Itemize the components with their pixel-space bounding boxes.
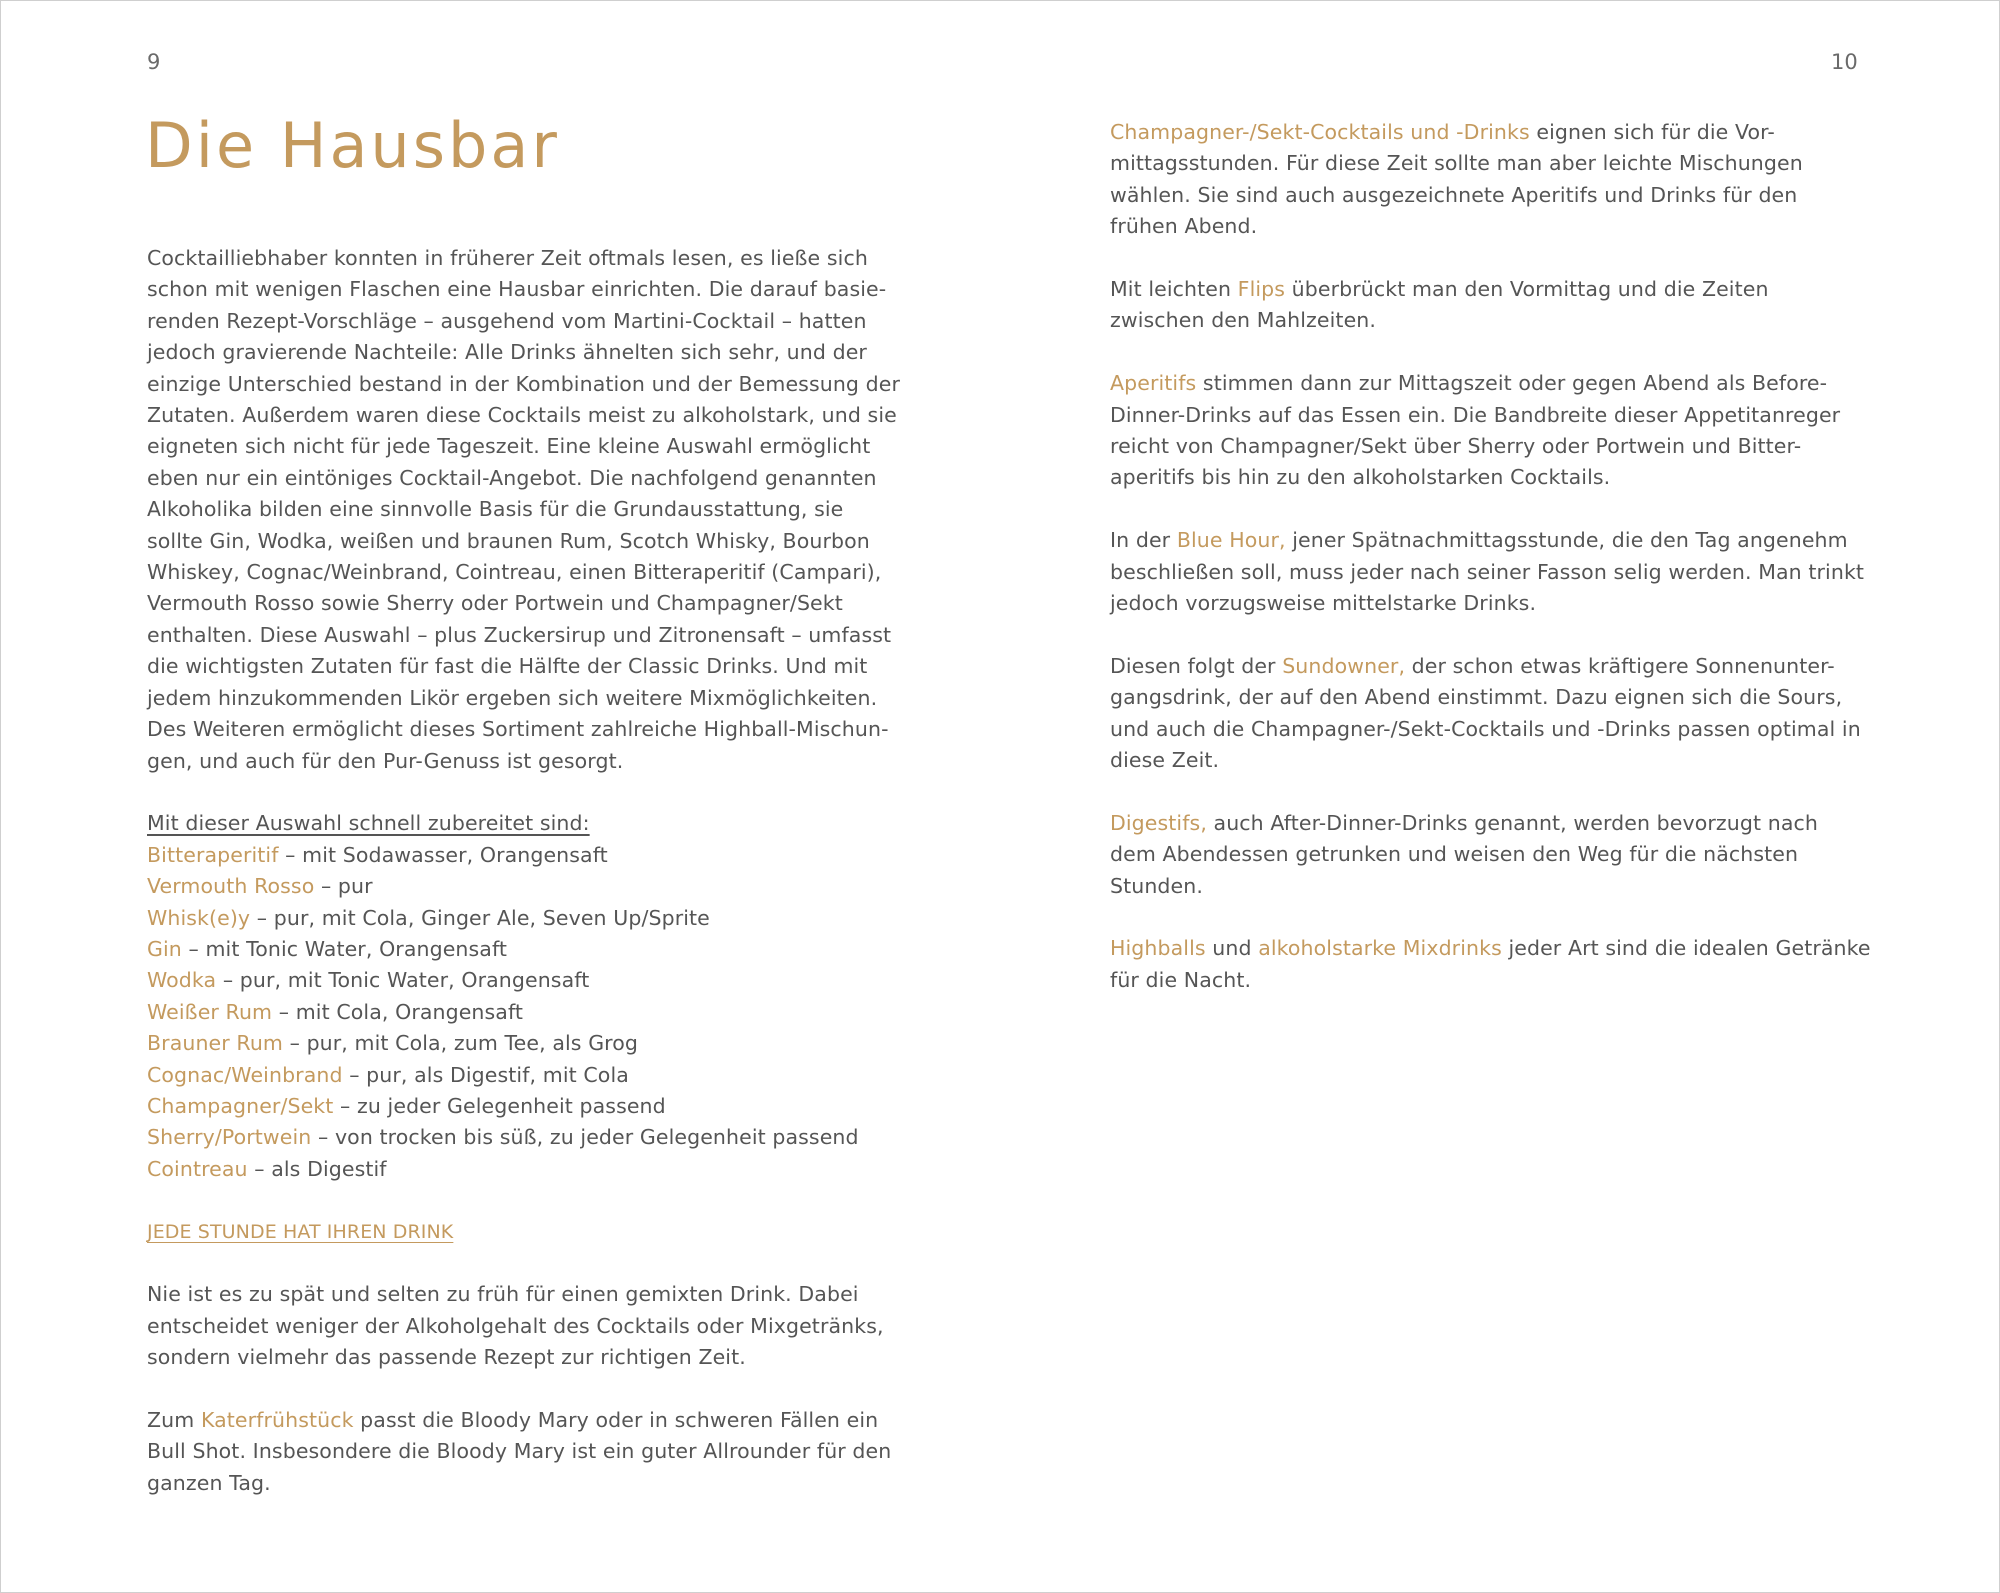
text-line: gangsdrink, der auf den Abend einstimmt. Dazu eignen sich die Sours, [1110,685,1843,710]
text-line: schon mit wenigen Flaschen eine Hausbar einrichten. Die darauf basie- [147,277,887,302]
text-line: aperitifs bis hin zu den alkoholstarken Cocktails. [1110,465,1611,490]
highlight-term: Aperitifs [1110,371,1197,396]
list-item [147,1028,907,1059]
text-line: ganzen Tag. [147,1470,271,1495]
list-item-desc: – von trocken bis süß, zu jeder Gelegenheit passend [311,1125,859,1150]
text-line: diese Zeit. [1110,748,1220,773]
list-heading: Mit dieser Auswahl schnell zubereitet sind: [147,811,590,836]
list-item-name: Sherry/Portwein [147,1125,312,1150]
text-line: Zutaten. Außerdem waren diese Cocktails meist zu alkoholstark, und sie [147,403,897,428]
list-item-desc: – pur, mit Tonic Water, Orangensaft [216,968,590,993]
text-line: Whiskey, Cognac/Weinbrand, Cointreau, einen Bitteraperitif (Campari), [147,560,882,585]
text-line: Des Weiteren ermöglicht dieses Sortiment zahlreiche Highball-Mischun- [147,717,889,742]
text-fragment: Zum [147,1407,201,1432]
text-fragment: auch After-Dinner-Drinks genannt, werden bevorzugt nach [1206,810,1818,835]
list-item [147,1091,907,1122]
right-column [1110,117,1910,996]
page-number-right: 10 [1831,50,1858,74]
list-item-name: Brauner Rum [147,1031,283,1056]
text-fragment: Mit leichten [1110,277,1238,302]
list-item [147,1122,907,1153]
list-item [147,840,907,871]
highlight-term: Champagner-/Sekt-Cocktails und -Drinks [1110,120,1530,144]
text-fragment: und [1205,936,1259,961]
text-line [1110,933,1910,964]
text-line: entscheidet weniger der Alkoholgehalt des Cocktails oder Mixgetränks, [147,1313,884,1338]
list-item-desc: – pur, mit Cola, Ginger Ale, Seven Up/Sprite [250,905,710,930]
highlight-term: Sundowner, [1282,653,1406,678]
aperitifs-paragraph [1110,368,1910,494]
list-item-desc: – pur [314,874,373,899]
text-line: beschließen soll, muss jeder nach seiner Fasson selig werden. Man trinkt [1110,559,1865,584]
list-item-name: Champagner/Sekt [147,1093,334,1118]
page-title: Die Hausbar [145,109,560,182]
text-line: enthalten. Diese Auswahl – plus Zuckersirup und Zitronensaft – umfasst [147,622,892,647]
highlight-term: Blue Hour, [1176,528,1286,553]
text-line: frühen Abend. [1110,214,1258,239]
text-line: einzige Unterschied bestand in der Kombination und der Bemessung der [147,371,901,396]
text-fragment: jeder Art sind die idealen Getränke [1501,936,1871,961]
text-line: sondern vielmehr das passende Rezept zur richtigen Zeit. [147,1345,746,1370]
list-item-desc: – zu jeder Gelegenheit passend [333,1093,666,1118]
list-item-name: Cognac/Weinbrand [147,1062,343,1087]
blue-hour-paragraph [1110,525,1910,619]
left-column [147,243,907,1499]
list-item [147,997,907,1028]
highlight-term: Digestifs, [1110,810,1207,835]
list-item-name: Gin [147,936,182,961]
highlight-term: Katerfrühstück [200,1407,354,1432]
list-item [147,934,907,965]
paragraph-gap [1110,902,1910,933]
text-line: und auch die Champagner-/Sekt-Cocktails und -Drinks passen optimal in [1110,716,1861,741]
text-line: Stunden. [1110,873,1203,898]
text-line [1110,525,1910,556]
text-line [147,1405,907,1436]
paragraph-gap [147,777,907,808]
text-line: Nie ist es zu spät und selten zu früh für einen gemixten Drink. Dabei [147,1282,859,1307]
champagner-paragraph [1110,117,1910,243]
text-fragment: In der [1110,528,1177,553]
list-item-desc: – mit Sodawasser, Orangensaft [278,842,608,867]
text-line: Vermouth Rosso sowie Sherry oder Portwein und Champagner/Sekt [147,591,843,616]
paragraph-gap [1110,776,1910,807]
list-item-desc: – mit Tonic Water, Orangensaft [181,936,508,961]
text-line [1110,117,1910,148]
text-line [1110,651,1910,682]
text-line: Cocktailliebhaber konnten in früherer Zeit oftmals lesen, es ließe sich [147,246,868,270]
list-item-desc: – mit Cola, Orangensaft [272,999,524,1024]
katerfruehstueck-paragraph [147,1405,907,1499]
paragraph-gap [1110,243,1910,274]
text-line: zwischen den Mahlzeiten. [1110,308,1376,333]
list-item [147,1154,907,1185]
text-line: für die Nacht. [1110,967,1252,992]
paragraph-gap [1110,494,1910,525]
text-line: gen, und auch für den Pur-Genuss ist gesorgt. [147,748,624,773]
section-heading: JEDE STUNDE HAT IHREN DRINK [147,1220,454,1243]
list-item-name: Whisk(e)y [147,905,251,930]
text-fragment: Diesen folgt der [1110,653,1283,678]
spirits-list [147,840,907,1185]
text-line: eigneten sich nicht für jede Tageszeit. Eine kleine Auswahl ermöglicht [147,434,871,459]
highlight-term: Flips [1237,277,1286,302]
list-item-name: Weißer Rum [147,999,273,1024]
list-item-desc: – pur, als Digestif, mit Cola [342,1062,629,1087]
text-line: wählen. Sie sind auch ausgezeichnete Aperitifs und Drinks für den [1110,182,1798,207]
text-line: die wichtigsten Zutaten für fast die Hälfte der Classic Drinks. Und mit [147,654,868,679]
text-line: sollte Gin, Wodka, weißen und braunen Rum, Scotch Whisky, Bourbon [147,528,870,553]
text-line: jedem hinzukommenden Likör ergeben sich weitere Mixmöglichkeiten. [147,685,878,710]
text-line: Dinner-Drinks auf das Essen ein. Die Bandbreite dieser Appetitanreger [1110,402,1841,427]
paragraph-gap [147,1185,907,1216]
text-fragment: eignen sich für die Vor- [1529,120,1775,144]
digestifs-paragraph [1110,808,1910,902]
list-item-name: Wodka [147,968,217,993]
text-line: mittagsstunden. Für diese Zeit sollte man aber leichte Mischungen [1110,151,1803,176]
paragraph-gap [147,1374,907,1405]
list-item [147,965,907,996]
text-line: Alkoholika bilden eine sinnvolle Basis für die Grundausstattung, sie [147,497,844,522]
text-fragment: passt die Bloody Mary oder in schweren Fällen ein [353,1407,879,1432]
page-number-left: 9 [147,50,161,74]
text-line [1110,368,1910,399]
text-line: dem Abendessen getrunken und weisen den Weg für die nächsten [1110,842,1799,867]
text-fragment: überbrückt man den Vormittag und die Zeiten [1285,277,1769,302]
text-line: jedoch gravierende Nachteile: Alle Drinks ähnelten sich sehr, und der [147,340,867,365]
list-item [147,871,907,902]
text-line [1110,274,1910,305]
list-item-desc: – als Digestif [247,1156,387,1181]
intro-paragraph [147,243,907,777]
text-line: jedoch vorzugsweise mittelstarke Drinks. [1110,591,1537,616]
list-item-desc: – pur, mit Cola, zum Tee, als Grog [282,1031,639,1056]
text-line: reicht von Champagner/Sekt über Sherry oder Portwein und Bitter- [1110,434,1802,459]
list-item [147,1060,907,1091]
paragraph-gap [1110,619,1910,650]
text-line: eben nur ein eintöniges Cocktail-Angebot. Die nachfolgend genannten [147,465,877,490]
list-item-name: Cointreau [147,1156,248,1181]
sundowner-paragraph [1110,651,1910,777]
paragraph-gap [147,1248,907,1279]
text-fragment: der schon etwas kräftigere Sonnenunter- [1405,653,1835,678]
text-line: renden Rezept-Vorschläge – ausgehend vom Martini-Cocktail – hatten [147,308,867,333]
text-line: Bull Shot. Insbesondere die Bloody Mary ist ein guter Allrounder für den [147,1439,892,1464]
list-item-name: Vermouth Rosso [147,874,315,899]
flips-paragraph [1110,274,1910,337]
text-line [1110,808,1910,839]
section-paragraph [147,1279,907,1373]
list-item [147,903,907,934]
list-item-name: Bitteraperitif [147,842,279,867]
highlight-term: Highballs [1110,936,1206,961]
highballs-paragraph [1110,933,1910,996]
highlight-term: alkoholstarke Mixdrinks [1258,936,1502,961]
paragraph-gap [1110,337,1910,368]
text-fragment: stimmen dann zur Mittagszeit oder gegen Abend als Before- [1196,371,1828,396]
text-fragment: jener Spätnachmittagsstunde, die den Tag angenehm [1285,528,1848,553]
